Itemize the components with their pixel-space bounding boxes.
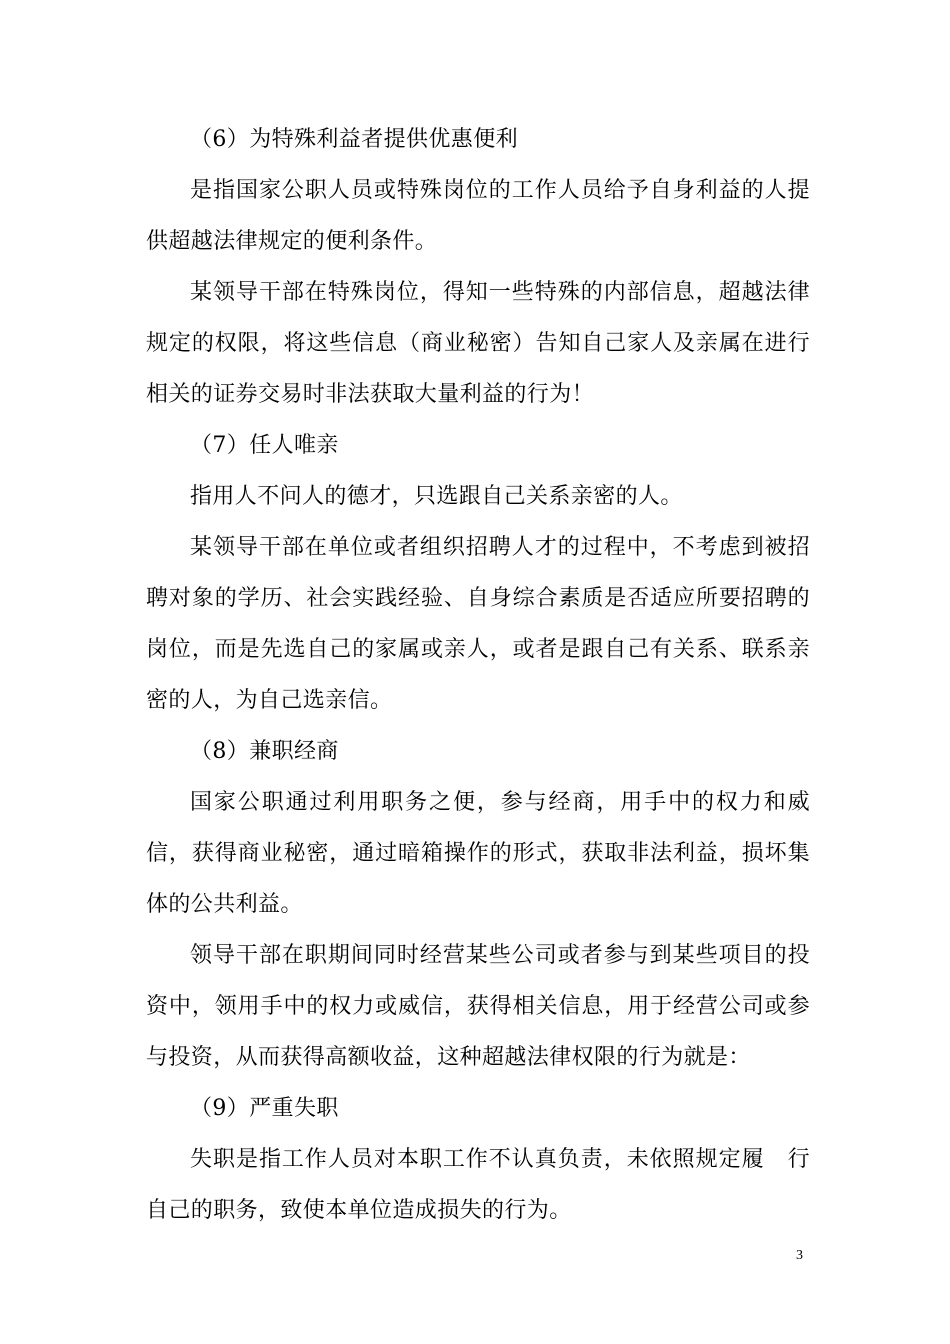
paragraph-definition-7: 指用人不问人的德才，只选跟自己关系亲密的人。 bbox=[190, 484, 683, 509]
section-heading-8: （8）兼职经商 bbox=[190, 739, 339, 764]
paragraph-definition-8: 国家公职通过利用职务之便，参与经商，用手中的权力和威信，获得商业秘密，通过暗箱操作的形式，获取非法利益，损坏集体的公共利益。 bbox=[146, 790, 810, 917]
document-body bbox=[146, 114, 810, 1236]
paragraph-definition-9: 失职是指工作人员对本职工作不认真负责，未依照规定履 行自己的职务，致使本单位造成损失的行为。 bbox=[146, 1147, 810, 1223]
paragraph-example-6: 某领导干部在特殊岗位，得知一些特殊的内部信息，超越法律规定的权限，将这些信息（商业秘密）告知自己家人及亲属在进行相关的证券交易时非法获取大量利益的行为！ bbox=[146, 280, 810, 407]
page-number: 3 bbox=[796, 1248, 803, 1263]
section-heading-6: （6）为特殊利益者提供优惠便利 bbox=[190, 127, 518, 152]
paragraph-definition-6: 是指国家公职人员或特殊岗位的工作人员给予自身利益的人提供超越法律规定的便利条件。 bbox=[146, 178, 810, 254]
section-heading-9: （9）严重失职 bbox=[190, 1096, 339, 1121]
paragraph-example-7: 某领导干部在单位或者组织招聘人才的过程中，不考虑到被招聘对象的学历、社会实践经验、自身综合素质是否适应所要招聘的岗位，而是先选自己的家属或亲人，或者是跟自己有关系、联系亲密的人，为自己选亲信。 bbox=[146, 535, 810, 713]
section-heading-7: （7）任人唯亲 bbox=[190, 433, 339, 458]
paragraph-example-8: 领导干部在职期间同时经营某些公司或者参与到某些项目的投资中，领用手中的权力或威信，获得相关信息，用于经营公司或参与投资，从而获得高额收益，这种超越法律权限的行为就是： bbox=[146, 943, 810, 1070]
